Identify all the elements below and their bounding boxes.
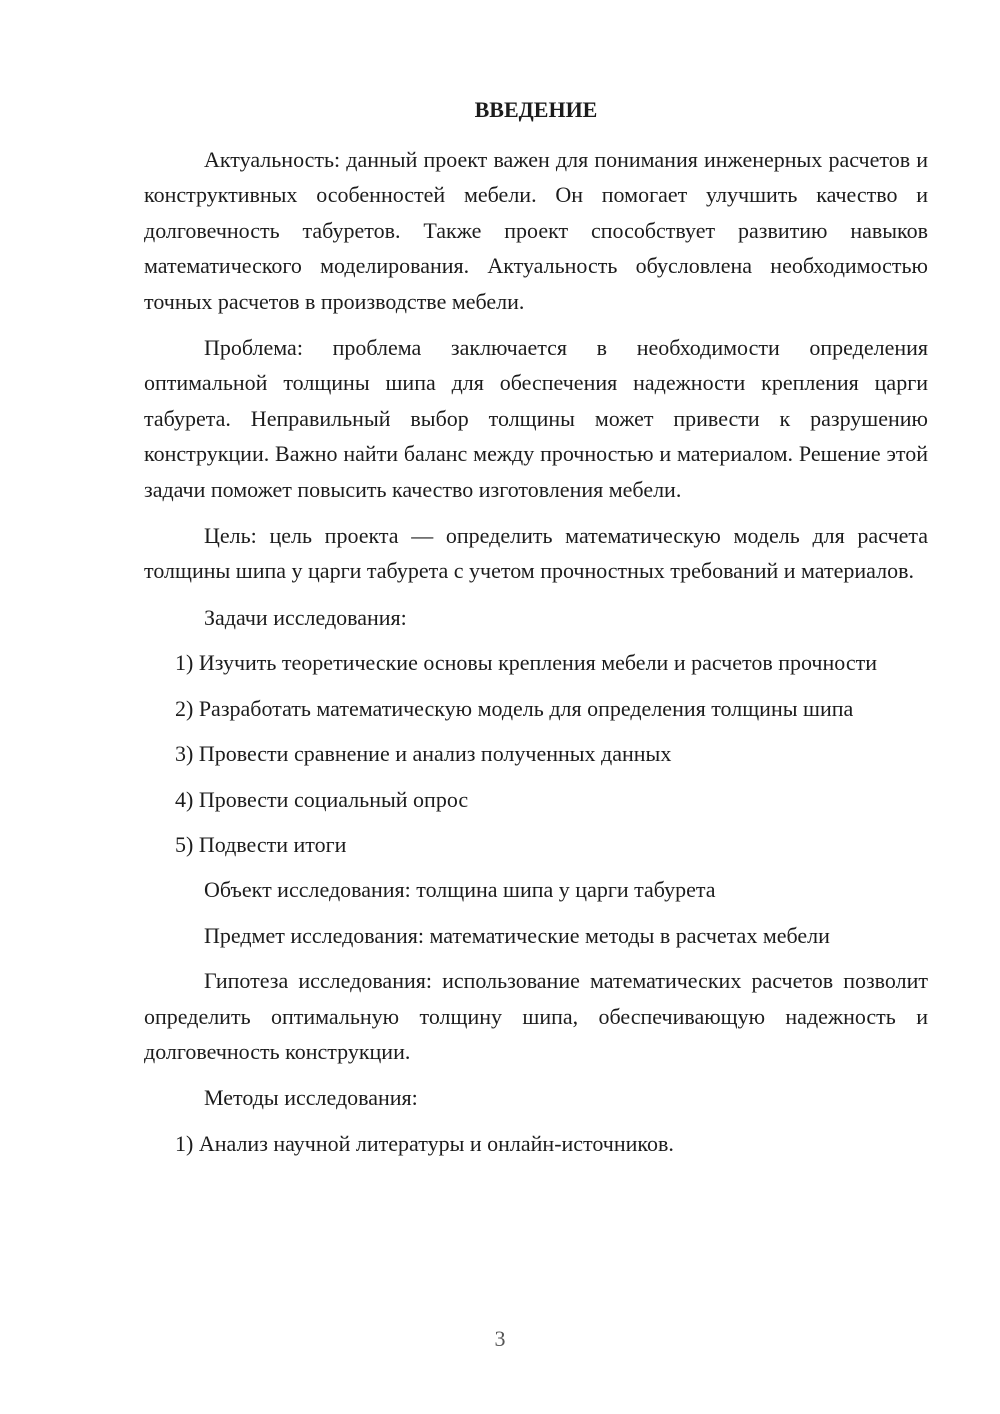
object-line: Объект исследования: толщина шипа у царги табурета bbox=[204, 877, 716, 903]
methods-heading: Методы исследования: bbox=[204, 1085, 418, 1111]
page-number: 3 bbox=[494, 1326, 506, 1351]
task-item: 3) Провести сравнение и анализ полученных данных bbox=[175, 741, 672, 767]
task-item: 4) Провести социальный опрос bbox=[175, 786, 469, 812]
page-title: ВВЕДЕНИЕ bbox=[474, 97, 598, 122]
problem-paragraph: Проблема: проблема заключается в необходимости определения оптимальной толщины шипа для обеспечения надежности крепления царги табурета. Неправильный выбор толщины может привести к разрушению конструкции. Важно найти баланс между прочностью и материалом. Решение этой задачи поможет повысить качество изготовления мебели. bbox=[144, 335, 928, 502]
task-item: 1) Изучить теоретические основы крепления мебели и расчетов прочности bbox=[175, 650, 877, 676]
relevance-paragraph: Актуальность: данный проект важен для понимания инженерных расчетов и конструктивных особенностей мебели. Он помогает улучшить качество и долговечность табуретов. Также проект способствует развитию навыков математического моделирования. Актуальность обусловлена необходимостью точных расчетов в производстве мебели. bbox=[144, 147, 928, 314]
tasks-heading: Задачи исследования: bbox=[204, 604, 407, 630]
subject-line: Предмет исследования: математические методы в расчетах мебели bbox=[204, 922, 830, 948]
goal-paragraph: Цель: цель проекта — определить математическую модель для расчета толщины шипа у царги табурета с учетом прочностных требований и материалов. bbox=[144, 523, 928, 584]
method-item: 1) Анализ научной литературы и онлайн-источников. bbox=[175, 1130, 674, 1156]
task-item: 2) Разработать математическую модель для определения толщины шипа bbox=[175, 695, 854, 721]
task-item: 5) Подвести итоги bbox=[175, 831, 347, 857]
document-page bbox=[144, 92, 928, 1171]
hypothesis-paragraph: Гипотеза исследования: использование математических расчетов позволит определить оптимальную толщину шипа, обеспечивающую надежность и долговечность конструкции. bbox=[144, 968, 928, 1064]
